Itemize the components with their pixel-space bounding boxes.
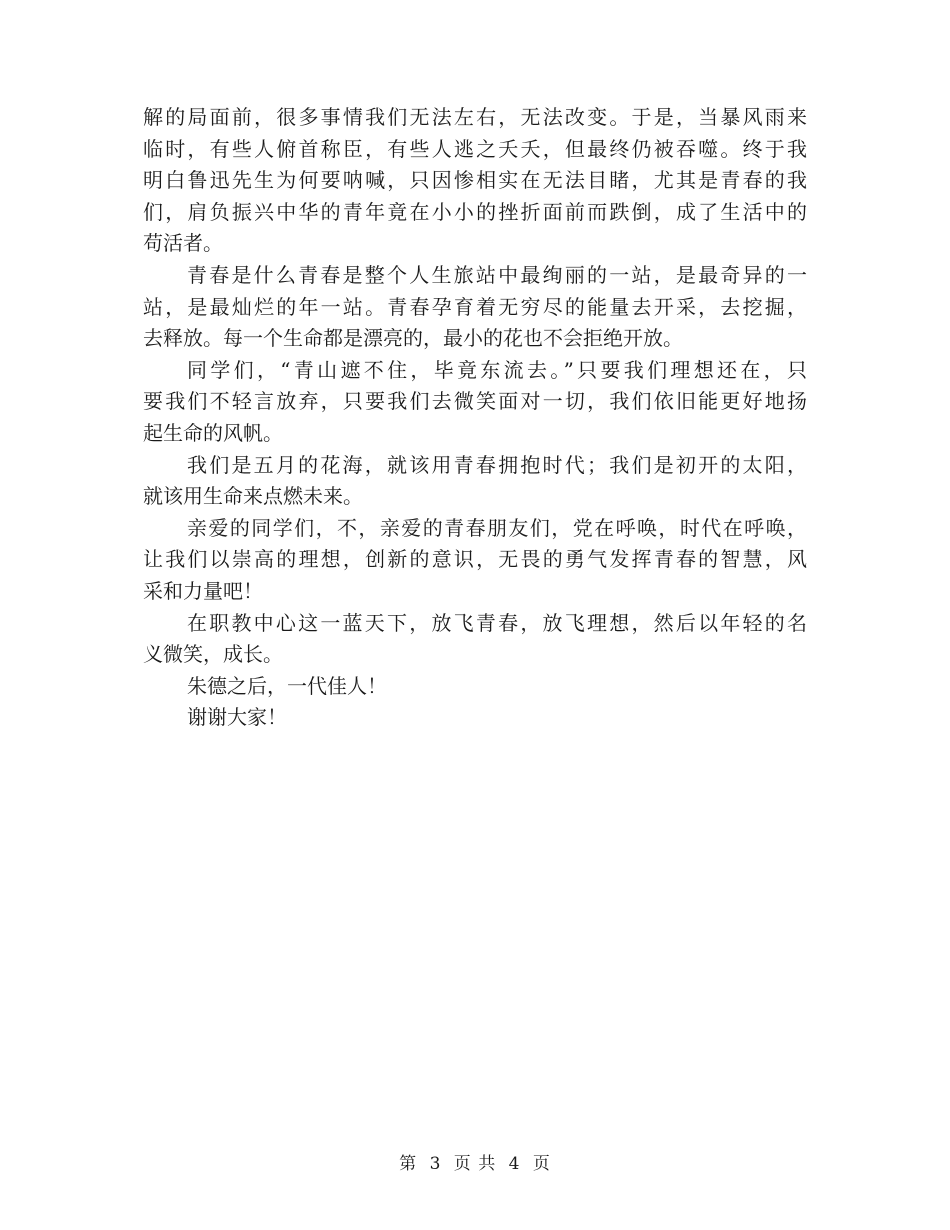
text-line: 在职教中心这一蓝天下，放飞青春，放飞理想，然后以年轻的名 xyxy=(187,610,807,635)
text-line: 起生命的风帆。 xyxy=(143,420,283,445)
current-page-number: 3 xyxy=(429,1154,442,1174)
paragraph-classmates xyxy=(143,355,807,450)
paragraph-call xyxy=(143,513,807,608)
text-line: 们，肩负振兴中华的青年竟在小小的挫折面前而跌倒，成了生活中的 xyxy=(143,199,807,224)
text-line: 我们是五月的花海，就该用青春拥抱时代；我们是初开的太阳， xyxy=(187,452,807,477)
text-line: 明白鲁迅先生为何要呐喊，只因惨相实在无法目睹，尤其是青春的我 xyxy=(143,168,807,193)
footer-middle: 页 共 xyxy=(453,1154,497,1174)
text-line: 就该用生命来点燃未来。 xyxy=(143,484,363,509)
text-line: 亲爱的同学们，不，亲爱的青春朋友们，党在呼唤，时代在呼唤， xyxy=(187,515,807,540)
paragraph-flowers xyxy=(143,450,807,513)
paragraph-zhude xyxy=(143,671,807,703)
text-line: 谢谢大家！ xyxy=(187,705,287,730)
paragraph-continuation xyxy=(143,102,807,260)
text-line: 苟活者。 xyxy=(143,231,223,256)
text-line: 义微笑，成长。 xyxy=(143,642,283,667)
total-page-number: 4 xyxy=(508,1154,521,1174)
text-line: 临时，有些人俯首称臣，有些人逃之夭夭，但最终仍被吞噬。终于我 xyxy=(143,136,807,161)
text-line: 青春是什么青春是整个人生旅站中最绚丽的一站，是最奇异的一 xyxy=(187,262,807,287)
paragraph-thanks xyxy=(143,702,807,734)
text-line: 同学们，“青山遮不住，毕竟东流去。”只要我们理想还在，只 xyxy=(187,357,807,382)
paragraph-blue-sky xyxy=(143,608,807,671)
text-line: 要我们不轻言放弃，只要我们去微笑面对一切，我们依旧能更好地扬 xyxy=(143,389,807,414)
text-line: 让我们以崇高的理想，创新的意识，无畏的勇气发挥青春的智慧，风 xyxy=(143,547,807,572)
footer-suffix: 页 xyxy=(532,1154,551,1174)
text-line: 采和力量吧！ xyxy=(143,578,263,603)
text-line: 朱德之后，一代佳人！ xyxy=(187,673,387,698)
text-line: 解的局面前，很多事情我们无法左右，无法改变。于是，当暴风雨来 xyxy=(143,105,807,129)
text-line: 去释放。每一个生命都是漂亮的，最小的花也不会拒绝开放。 xyxy=(143,326,683,351)
text-line: 站，是最灿烂的年一站。青春孕育着无穷尽的能量去开采，去挖掘， xyxy=(143,294,807,319)
paragraph-youth xyxy=(143,260,807,355)
page-number-footer xyxy=(0,1153,950,1175)
body-text xyxy=(143,102,807,734)
footer-prefix: 第 xyxy=(399,1154,418,1174)
